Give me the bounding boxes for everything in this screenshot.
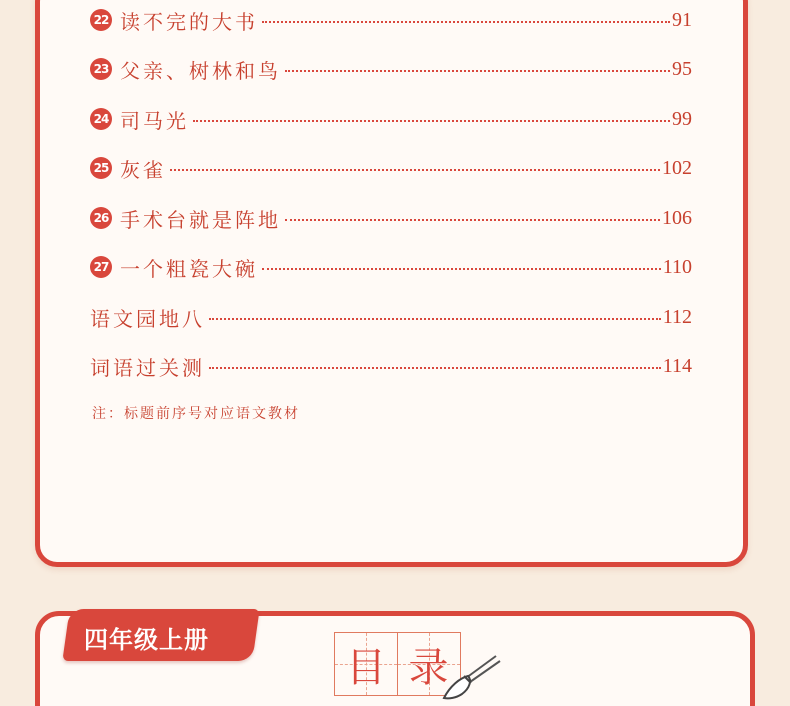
tianzige-cell [334, 632, 398, 696]
lesson-number-badge: 27 [90, 256, 112, 278]
toc-row-25[interactable] [90, 153, 692, 183]
heading-char: 目 [346, 644, 386, 691]
lesson-title: 灰雀 [120, 157, 166, 182]
leader-dots [170, 169, 660, 171]
lesson-title: 读不完的大书 [120, 9, 258, 34]
page-number: 110 [662, 255, 692, 278]
brush-icon [440, 652, 502, 702]
lesson-number-badge: 26 [90, 207, 112, 229]
heading-char: 录 [408, 644, 449, 691]
toc-footnote: 注：标题前序号对应语文教材 [92, 406, 300, 422]
leader-dots [262, 268, 661, 270]
toc-row-yuwen-yuandi[interactable] [90, 302, 692, 332]
page-number: 106 [662, 206, 692, 229]
page-number: 95 [672, 57, 692, 80]
lesson-number-badge: 23 [90, 58, 112, 80]
leader-dots [285, 219, 660, 221]
toc-row-ciyu-test[interactable] [90, 351, 692, 381]
lesson-title: 一个粗瓷大碗 [120, 256, 258, 281]
leader-dots [285, 70, 670, 72]
page-number: 91 [672, 8, 692, 31]
lesson-title: 手术台就是阵地 [120, 207, 281, 232]
grade-label: 四年级上册 [84, 626, 209, 654]
leader-dots [262, 21, 670, 23]
page-number: 99 [672, 107, 692, 130]
leader-dots [193, 120, 670, 122]
lesson-number-badge: 22 [90, 9, 112, 31]
toc-row-22[interactable] [90, 5, 692, 35]
leader-dots [209, 367, 661, 369]
toc-row-23[interactable] [90, 54, 692, 84]
toc-card [35, 0, 748, 567]
toc-heading [334, 632, 459, 696]
toc-row-26[interactable] [90, 203, 692, 233]
lesson-number-badge: 25 [90, 157, 112, 179]
section-title: 语文园地八 [90, 306, 205, 331]
toc-row-24[interactable] [90, 104, 692, 134]
page-number: 102 [662, 156, 692, 179]
section-title: 词语过关测 [90, 355, 205, 380]
toc-row-27[interactable] [90, 252, 692, 282]
lesson-number-badge: 24 [90, 108, 112, 130]
lesson-title: 父亲、树林和鸟 [120, 58, 281, 83]
leader-dots [209, 318, 661, 320]
page-number: 114 [662, 354, 692, 377]
lesson-title: 司马光 [120, 108, 189, 133]
page-number: 112 [662, 305, 692, 328]
